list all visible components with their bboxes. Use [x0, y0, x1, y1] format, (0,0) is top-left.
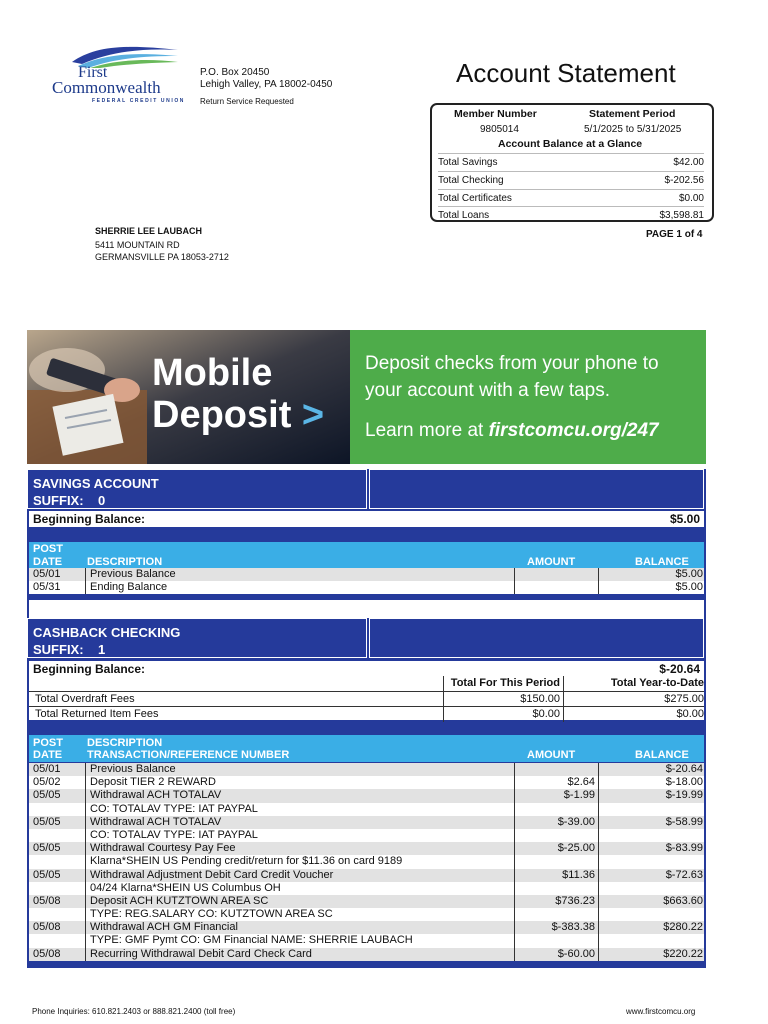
col-amount: AMOUNT	[527, 556, 576, 568]
cell-amount	[516, 568, 599, 581]
glance-value: $0.00	[678, 193, 704, 204]
cell-amount: $736.23	[516, 895, 599, 908]
col-date: DATE	[33, 749, 63, 761]
checking-title-block	[27, 618, 367, 658]
savings-header	[27, 469, 706, 511]
glance-label: Total Checking	[438, 175, 504, 186]
col-description: DESCRIPTION	[87, 737, 163, 749]
cell-balance: $-83.99	[665, 842, 703, 855]
cell-balance	[600, 829, 706, 842]
savings-section	[27, 469, 706, 620]
cell-post-date: 05/08	[29, 921, 86, 934]
fees-header-row	[29, 676, 704, 692]
cell-post-date	[29, 934, 86, 947]
cell-balance: $-19.99	[665, 789, 703, 802]
col-transaction-ref: TRANSACTION/REFERENCE NUMBER	[87, 749, 290, 761]
col-date: DATE	[33, 556, 63, 568]
cell-amount: $-60.00	[516, 948, 599, 961]
cell-amount	[516, 803, 599, 816]
checking-title: CASHBACK CHECKING	[33, 625, 181, 640]
banner-learn-more[interactable]	[365, 420, 659, 442]
statement-period: 5/1/2025 to 5/31/2025	[584, 124, 682, 135]
col-balance: BALANCE	[635, 556, 689, 568]
table-row	[29, 934, 704, 947]
table-row	[29, 829, 704, 842]
savings-beginning-balance	[29, 511, 704, 527]
banner-headline-mobile: Mobile	[152, 352, 273, 394]
cell-balance: $-18.00	[665, 776, 703, 789]
checking-section	[27, 618, 706, 968]
cell-description: Previous Balance	[87, 763, 515, 776]
checking-header-right	[369, 618, 704, 658]
cell-balance	[600, 803, 706, 816]
fee-period-value: $0.00	[443, 707, 563, 722]
fee-period-value: $150.00	[443, 692, 563, 707]
cell-amount: $11.36	[516, 869, 599, 882]
banner-photo	[27, 330, 350, 464]
cell-amount	[516, 763, 599, 776]
page-title: Account Statement	[456, 58, 676, 88]
banner-tagline-line1: Deposit checks from your phone to	[365, 353, 659, 374]
cell-description: Withdrawal Adjustment Debit Card Credit Voucher	[87, 869, 515, 882]
beginning-balance-value: $-20.64	[659, 662, 700, 676]
cell-post-date: 05/05	[29, 816, 86, 829]
cell-post-date: 05/05	[29, 789, 86, 802]
member-address	[95, 225, 229, 263]
table-row	[29, 869, 704, 882]
return-address	[200, 67, 332, 106]
cell-amount: $-1.99	[516, 789, 599, 802]
fee-ytd-value: $275.00	[563, 692, 706, 707]
banner-tagline-line2: your account with a few taps.	[365, 380, 611, 401]
cell-balance: $5.00	[675, 581, 703, 594]
savings-transactions	[29, 568, 704, 594]
table-row	[29, 581, 704, 594]
cell-balance: $-20.64	[665, 763, 703, 775]
checking-transactions	[29, 763, 704, 961]
fee-label: Total Returned Item Fees	[35, 708, 159, 720]
fees-ytd-header: Total Year-to-Date	[563, 676, 706, 691]
cell-description: Withdrawal ACH GM Financial	[87, 921, 515, 934]
table-row	[29, 855, 704, 868]
savings-title: SAVINGS ACCOUNT	[33, 476, 159, 491]
cell-description: 04/24 Klarna*SHEIN US Columbus OH	[87, 882, 515, 895]
beginning-balance-label: Beginning Balance:	[33, 662, 146, 676]
beginning-balance-value: $5.00	[669, 512, 700, 526]
cell-amount	[516, 934, 599, 947]
glance-value: $-202.56	[664, 175, 704, 186]
glance-title: Account Balance at a Glance	[498, 138, 643, 150]
cell-amount: $-383.38	[516, 921, 599, 934]
return-service-note: Return Service Requested	[200, 97, 294, 106]
savings-suffix: 0	[98, 493, 106, 508]
table-row	[29, 842, 704, 855]
cell-description: Withdrawal ACH TOTALAV	[87, 789, 515, 802]
cell-description: Withdrawal Courtesy Pay Fee	[87, 842, 515, 855]
glance-label: Total Certificates	[438, 193, 512, 204]
banner-headline	[152, 352, 324, 436]
fee-ytd-value: $0.00	[563, 707, 706, 722]
cell-description: Previous Balance	[87, 568, 515, 581]
banner-headline-deposit: Deposit	[152, 394, 292, 436]
table-row	[29, 882, 704, 895]
table-row	[29, 948, 704, 961]
cell-post-date: 05/08	[29, 948, 86, 961]
footer-website[interactable]: www.firstcomcu.org	[626, 1007, 696, 1016]
glance-row-certificates	[438, 189, 704, 207]
page-number: PAGE 1 of 4	[646, 229, 703, 240]
checking-column-header	[29, 735, 704, 762]
mobile-deposit-banner[interactable]	[27, 330, 706, 464]
col-balance: BALANCE	[635, 749, 689, 761]
savings-column-header	[29, 542, 704, 568]
logo-text-first: First	[78, 64, 108, 81]
cell-balance	[600, 908, 706, 921]
cell-post-date: 05/08	[29, 895, 86, 908]
glance-row-checking	[438, 171, 704, 189]
cell-description: Ending Balance	[87, 581, 515, 594]
checking-fees-table	[29, 676, 704, 720]
cell-amount	[516, 855, 599, 868]
table-row	[29, 763, 704, 776]
cell-description: CO: TOTALAV TYPE: IAT PAYPAL	[87, 803, 515, 816]
member-city: GERMANSVILLE PA 18053-2712	[95, 252, 229, 262]
table-row	[29, 816, 704, 829]
member-number: 9805014	[480, 124, 519, 135]
banner-tagline	[365, 350, 659, 404]
credit-union-logo	[50, 44, 190, 104]
banner-url-link[interactable]: firstcomcu.org/247	[488, 420, 659, 441]
table-row	[29, 908, 704, 921]
member-name: SHERRIE LEE LAUBACH	[95, 226, 203, 236]
cell-post-date: 05/02	[29, 776, 86, 789]
table-row	[29, 776, 704, 789]
cell-description: TYPE: GMF Pymt CO: GM Financial NAME: SHERRIE LAUBACH	[87, 934, 515, 947]
cell-amount	[516, 882, 599, 895]
checking-header	[27, 618, 706, 660]
logo-text-fcu: FEDERAL CREDIT UNION	[92, 98, 186, 104]
cell-post-date	[29, 829, 86, 842]
cell-balance: $-72.63	[665, 868, 703, 881]
cell-amount: $2.64	[516, 776, 599, 789]
glance-value: $42.00	[673, 157, 704, 168]
account-glance-box	[430, 103, 714, 222]
fee-label: Total Overdraft Fees	[35, 692, 135, 705]
cell-balance: $5.00	[675, 568, 703, 580]
fees-period-header: Total For This Period	[443, 676, 563, 691]
return-address-line2: Lehigh Valley, PA 18002-0450	[200, 79, 333, 90]
savings-title-block	[27, 469, 367, 509]
fee-row-returned-item	[29, 707, 704, 722]
cell-post-date	[29, 882, 86, 895]
col-description: DESCRIPTION	[87, 556, 163, 568]
col-post: POST	[33, 737, 63, 749]
cell-amount: $-25.00	[516, 842, 599, 855]
table-row	[29, 568, 704, 581]
cell-description: CO: TOTALAV TYPE: IAT PAYPAL	[87, 829, 515, 842]
cell-post-date: 05/31	[29, 581, 86, 594]
cell-post-date	[29, 803, 86, 816]
cell-balance	[600, 934, 706, 947]
cell-post-date: 05/05	[29, 869, 86, 882]
table-row	[29, 789, 704, 802]
cell-description: Deposit TIER 2 REWARD	[87, 776, 515, 789]
logo-text-commonwealth: Commonwealth	[52, 78, 161, 97]
table-row	[29, 803, 704, 816]
cell-post-date	[29, 855, 86, 868]
cell-description: Recurring Withdrawal Debit Card Check Card	[87, 948, 515, 961]
member-street: 5411 MOUNTAIN RD	[95, 240, 180, 250]
table-row	[29, 921, 704, 934]
cell-balance: $220.22	[663, 947, 703, 960]
cell-description: Klarna*SHEIN US Pending credit/return for $11.36 on card 9189	[87, 855, 515, 868]
chevron-right-icon: >	[301, 394, 325, 436]
member-number-label: Member Number	[454, 108, 537, 120]
cell-balance: $663.60	[663, 894, 703, 907]
cell-balance	[600, 855, 706, 868]
cell-description: TYPE: REG.SALARY CO: KUTZTOWN AREA SC	[87, 908, 515, 921]
col-post: POST	[33, 543, 63, 555]
savings-suffix-label: SUFFIX:	[33, 493, 84, 508]
savings-header-right	[369, 469, 704, 509]
glance-label: Total Loans	[438, 210, 490, 221]
savings-spacer	[29, 600, 704, 618]
cell-post-date: 05/01	[29, 568, 86, 581]
banner-learn-text: Learn more at	[365, 420, 489, 441]
checking-beginning-balance	[29, 661, 704, 677]
cell-description: Deposit ACH KUTZTOWN AREA SC	[87, 895, 515, 908]
cell-balance: $280.22	[663, 921, 703, 934]
col-amount: AMOUNT	[527, 749, 576, 761]
checking-suffix-label: SUFFIX:	[33, 642, 84, 657]
cell-balance: $-58.99	[665, 815, 703, 828]
cell-balance	[600, 882, 706, 895]
fee-row-overdraft	[29, 692, 704, 708]
cell-amount: $-39.00	[516, 816, 599, 829]
banner-green-panel	[350, 330, 706, 464]
glance-row-savings	[438, 153, 704, 171]
glance-value: $3,598.81	[659, 210, 704, 221]
cell-description: Withdrawal ACH TOTALAV	[87, 816, 515, 829]
cell-amount	[516, 908, 599, 921]
cell-post-date	[29, 908, 86, 921]
checking-suffix: 1	[98, 642, 106, 657]
beginning-balance-label: Beginning Balance:	[33, 512, 146, 526]
glance-row-loans	[438, 206, 704, 224]
return-address-line1: P.O. Box 20450	[200, 67, 270, 78]
table-row	[29, 895, 704, 908]
glance-label: Total Savings	[438, 157, 498, 168]
cell-post-date: 05/05	[29, 842, 86, 855]
statement-period-label: Statement Period	[589, 108, 676, 120]
cell-post-date: 05/01	[29, 763, 86, 776]
cell-amount	[516, 581, 599, 594]
footer-phone: Phone Inquiries: 610.821.2403 or 888.821.2400 (toll free)	[32, 1007, 236, 1016]
cell-amount	[516, 829, 599, 842]
